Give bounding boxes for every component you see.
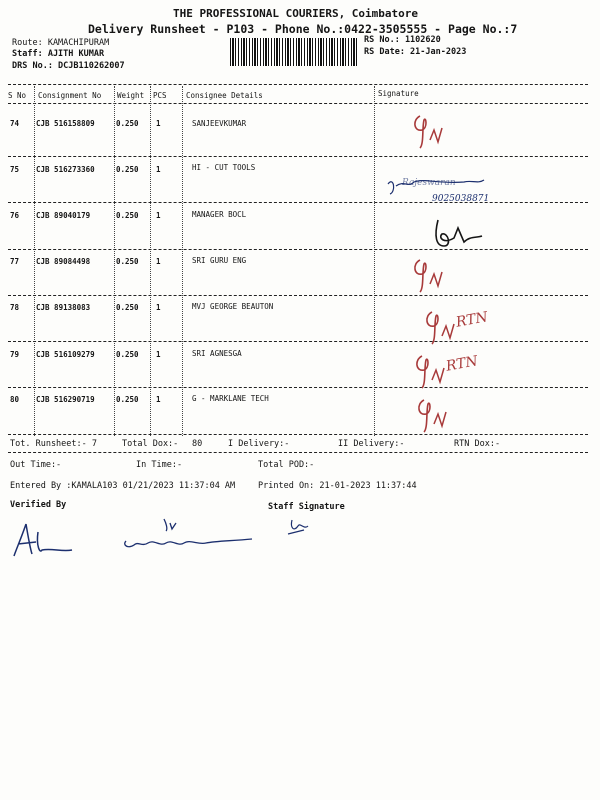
row-sno: 79 — [10, 350, 20, 359]
rtn-dox: RTN Dox:- — [454, 439, 501, 449]
row-consignment: CJB 516158809 — [36, 119, 95, 128]
rs-number: RS No.: 1102620 — [364, 35, 441, 45]
signature-row-79-rtn: RTN — [444, 353, 480, 375]
row-sno: 80 — [10, 395, 20, 404]
row-pcs: 1 — [156, 395, 161, 404]
row-consignee: MVJ GEORGE BEAUTON — [192, 302, 274, 311]
signature-row-75-name: Rajeswaran — [402, 178, 456, 188]
row-consignee: SANJEEVKUMAR — [192, 119, 247, 128]
row-pcs: 1 — [156, 165, 161, 174]
row-weight: 0.250 — [116, 350, 139, 359]
row-pcs: 1 — [156, 303, 161, 312]
in-time: In Time:- — [136, 460, 183, 470]
printed-on: Printed On: 21-01-2023 11:37:44 — [258, 481, 417, 491]
row-pcs: 1 — [156, 211, 161, 220]
total-dox-label: Total Dox:- — [122, 439, 179, 449]
row-sno: 74 — [10, 119, 20, 128]
verifier-signature — [12, 520, 72, 560]
row-weight: 0.250 — [116, 257, 139, 266]
entered-by: Entered By :KAMALA103 01/21/2023 11:37:04 AM — [10, 481, 236, 491]
runsheet-subtitle: Delivery Runsheet - P103 - Phone No.:0422-3505555 - Page No.:7 — [88, 22, 518, 36]
col-sno: S No — [8, 91, 27, 100]
row-consignee: MANAGER BOCL — [192, 210, 247, 219]
signature-row-74 — [410, 110, 450, 150]
row-pcs: 1 — [156, 119, 161, 128]
verified-by: Verified By — [10, 500, 67, 510]
row-weight: 0.250 — [116, 303, 139, 312]
row-consignment: CJB 89084498 — [36, 257, 91, 266]
row-weight: 0.250 — [116, 211, 139, 220]
row-pcs: 1 — [156, 350, 161, 359]
total-dox-value: 80 — [192, 439, 203, 449]
company-title: THE PROFESSIONAL COURIERS, Coimbatore — [173, 7, 419, 20]
header-bottom-rule — [8, 103, 588, 104]
row-consignee: SRI GURU ENG — [192, 256, 247, 265]
i-delivery: I Delivery:- — [228, 439, 290, 449]
col-weight: Weight — [117, 91, 145, 100]
row-consignment: CJB 89138083 — [36, 303, 91, 312]
staff-signature — [120, 515, 260, 555]
barcode — [230, 38, 358, 66]
signature-row-76 — [430, 216, 490, 252]
row-pcs: 1 — [156, 257, 161, 266]
row-weight: 0.250 — [116, 395, 139, 404]
row-sno: 78 — [10, 303, 20, 312]
out-time: Out Time:- — [10, 460, 62, 470]
tot-runsheet: Tot. Runsheet:- 7 — [10, 439, 97, 449]
row-consignment: CJB 89040179 — [36, 211, 91, 220]
row-weight: 0.250 — [116, 119, 139, 128]
rs-date: RS Date: 21-Jan-2023 — [364, 47, 467, 57]
signature-row-80 — [414, 394, 454, 434]
row-consignment: CJB 516273360 — [36, 165, 95, 174]
signature-row-77 — [410, 254, 450, 294]
row-consignee: HI - CUT TOOLS — [192, 163, 256, 172]
header-top-rule — [8, 84, 588, 85]
drs-number: DRS No.: DCJB110262007 — [12, 61, 125, 71]
staff: Staff: AJITH KUMAR — [12, 49, 105, 59]
staff-signature-label: Staff Signature — [268, 502, 345, 512]
row-sno: 77 — [10, 257, 20, 266]
total-pod: Total POD:- — [258, 460, 315, 470]
col-consignment: Consignment No — [38, 91, 102, 100]
route: Route: KAMACHIPURAM — [12, 38, 110, 48]
row-weight: 0.250 — [116, 165, 139, 174]
row-consignment: CJB 516109279 — [36, 350, 95, 359]
row-consignee: SRI AGNESGA — [192, 349, 242, 358]
row-consignee: G - MARKLANE TECH — [192, 394, 269, 403]
col-pcs: PCS — [153, 91, 167, 100]
staff-initials-signature — [286, 516, 316, 538]
signature-row-75-phone: 9025038871 — [432, 194, 490, 204]
row-sno: 75 — [10, 165, 20, 174]
col-signature: Signature — [378, 89, 419, 98]
ii-delivery: II Delivery:- — [338, 439, 405, 449]
col-consignee: Consignee Details — [186, 91, 263, 100]
row-sno: 76 — [10, 211, 20, 220]
signature-row-78-rtn: RTN — [454, 309, 490, 331]
row-consignment: CJB 516290719 — [36, 395, 95, 404]
